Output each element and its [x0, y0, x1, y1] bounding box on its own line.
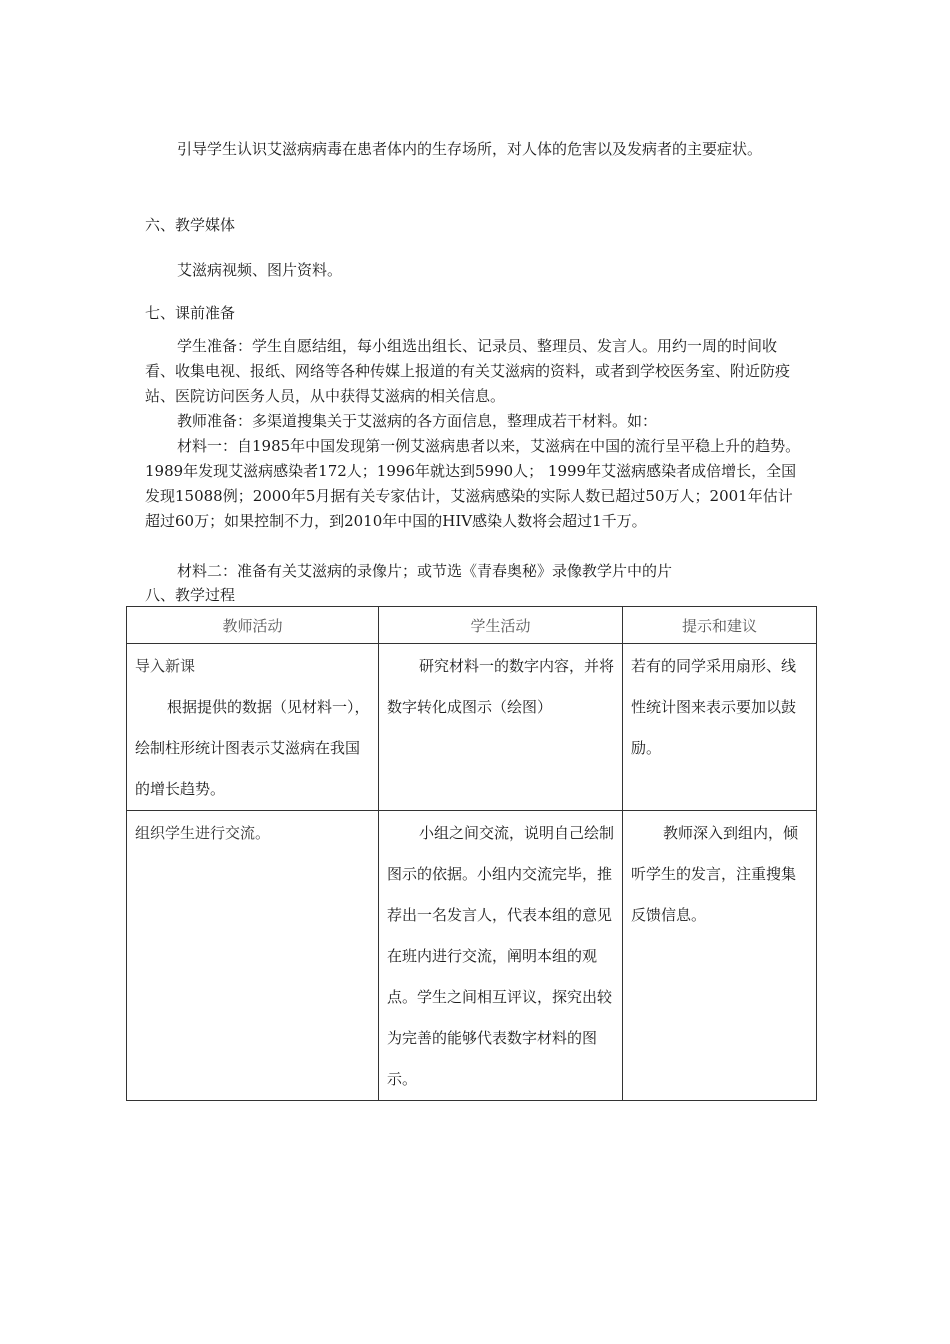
section8-heading: 八、教学过程 — [145, 586, 236, 604]
student-activity-text: 研究材料一的数字内容，并将数字转化成图示（绘图） — [387, 657, 615, 716]
teaching-process-table — [126, 606, 817, 1101]
teacher-activity-title: 导入新课 — [135, 657, 196, 675]
student-activity-cell — [379, 811, 623, 1101]
section7-heading: 七、课前准备 — [145, 304, 236, 322]
teacher-activity-title: 组织学生进行交流。 — [135, 824, 271, 842]
teacher-prep-paragraph: 教师准备：多渠道搜集关于艾滋病的各方面信息，整理成若干材料。如： — [177, 412, 658, 430]
teacher-activity-body: 根据提供的数据（见材料一），绘制柱形统计图表示艾滋病在我国的增长趋势。 — [135, 698, 370, 798]
column-header-tips: 提示和建议 — [623, 607, 817, 644]
column-header-student: 学生活动 — [379, 607, 623, 644]
teacher-activity-cell — [127, 644, 379, 811]
tips-cell — [623, 644, 817, 811]
tips-cell — [623, 811, 817, 1101]
material2-paragraph: 材料二：准备有关艾滋病的录像片；或节选《青春奥秘》录像教学片中的片 — [177, 562, 673, 580]
student-activity-cell — [379, 644, 623, 811]
table-row — [127, 644, 817, 811]
table-header-row — [127, 607, 817, 644]
teacher-activity-cell — [127, 811, 379, 1101]
student-activity-text: 小组之间交流，说明自己绘制图示的依据。小组内交流完毕，推荐出一名发言人，代表本组的意见在班内进行交流，阐明本组的观点。学生之间相互评议，探究出较为完善的能够代表数字材料的图示。 — [387, 824, 615, 1088]
section6-heading: 六、教学媒体 — [145, 216, 236, 234]
tips-text: 若有的同学采用扇形、线性统计图来表示要加以鼓励。 — [631, 657, 797, 757]
student-prep-paragraph: 学生准备：学生自愿结组，每小组选出组长、记录员、整理员、发言人。用约一周的时间收看、收集电视、报纸、网络等各种传媒上报道的有关艾滋病的资料，或者到学校医务室、附近防疫站、医院访问医务人员，从中获得艾滋病的相关信息。 — [145, 337, 791, 405]
intro-paragraph: 引导学生认识艾滋病病毒在患者体内的生存场所，对人体的危害以及发病者的主要症状。 — [177, 140, 763, 158]
material1-paragraph: 材料一：自1985年中国发现第一例艾滋病患者以来，艾滋病在中国的流行呈平稳上升的趋势。1989年发现艾滋病感染者172人；1996年就达到5990人； 1999年艾滋病感染者成倍增长，全国发现15088例；2000年5月据有关专家估计，艾滋病感染的实际人数已超过50万人；2001年估计超过60万；如果控制不力，到2010年中国的HIV感染人数将会超过1千万。 — [145, 437, 801, 530]
tips-text: 教师深入到组内，倾听学生的发言，注重搜集反馈信息。 — [631, 824, 799, 924]
section6-body: 艾滋病视频、图片资料。 — [177, 261, 343, 279]
table-row — [127, 811, 817, 1101]
column-header-teacher: 教师活动 — [127, 607, 379, 644]
